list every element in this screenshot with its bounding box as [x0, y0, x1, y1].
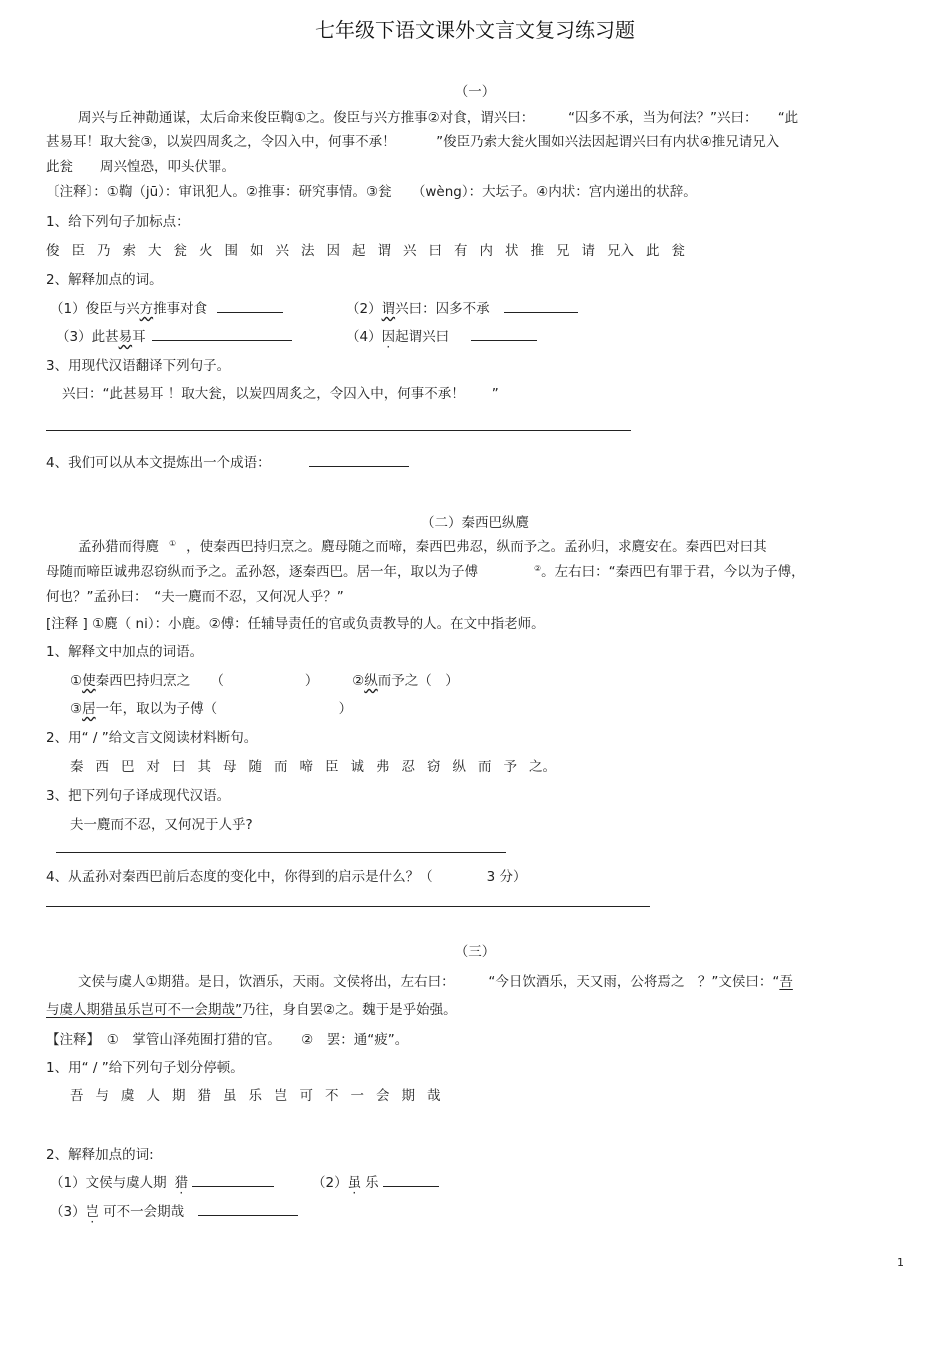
s2-q1-items-row-2: ③居一年，取以为子傅（ ）: [70, 701, 353, 717]
s2-seq-char: 母: [223, 759, 237, 775]
keyword-ju: 居: [82, 701, 96, 717]
s2-passage-line-1: 孟孙猎而得麑 ① ，使秦西巴持归烹之。麑母随之而啼，秦西巴弗忍，纵而予之。孟孙归，求麑安在。秦西巴对曰其: [78, 538, 767, 555]
s3-seq-char: 与: [95, 1088, 109, 1104]
s1-q3-answer-line[interactable]: [46, 430, 631, 431]
s2-seq-char: 臣: [325, 759, 339, 775]
s3-annotation: 【注释】 ① 掌管山泽苑囿打猎的官。 ② 罢：通“疲”。: [46, 1032, 409, 1048]
s2-q3-answer-line[interactable]: [56, 852, 506, 853]
s3-pause-division-sequence: [70, 1084, 453, 1104]
s1-seq-char: 俊: [46, 243, 60, 259]
page-title: 七年级下语文课外文言文复习练习题: [315, 18, 635, 42]
s2-seq-char: 随: [248, 759, 262, 775]
s2-passage-line-2: 母随而啼臣诚弗忍窃纵而予之。孟孙怒，逐秦西巴。居一年，取以为子傅 ②。左右曰：“秦西巴有罪于君，今以为子傅，: [46, 563, 805, 580]
s2-seq-char: 秦: [70, 759, 84, 775]
s1-punctuation-sequence: [46, 239, 697, 259]
s3-seq-char: 会: [376, 1088, 390, 1104]
s1-question-2: 2、解释加点的词。: [46, 272, 163, 288]
s1-seq-char: 推: [530, 243, 544, 259]
s1-seq-char: 有: [454, 243, 468, 259]
s2-seq-char: 而: [274, 759, 288, 775]
s1-seq-char: 臣: [71, 243, 85, 259]
s2-seq-char: 之。: [529, 759, 556, 775]
keyword-wei: 谓: [381, 301, 396, 317]
s2-seq-char: 啼: [299, 759, 313, 775]
s3-seq-char: 岂: [274, 1088, 288, 1104]
s1-seq-char: 谓: [377, 243, 391, 259]
s1-seq-char: 大: [148, 243, 162, 259]
s3-q2-item-3: （3）岂 可不一会期哉: [50, 1200, 298, 1220]
s1-passage-line-1: 周兴与丘神勣通谋，太后命来俊臣鞫①之。俊臣与兴方推事②对食，谓兴曰： “囚多不承，当为何法？”兴曰： “此: [78, 110, 799, 126]
s1-seq-char: 曰: [428, 243, 442, 259]
s3-seq-char: 人: [146, 1088, 160, 1104]
s2-seq-char: 予: [503, 759, 517, 775]
s3-seq-char: 期: [401, 1088, 415, 1104]
s2-seq-char: 弗: [376, 759, 390, 775]
s1-question-1: 1、给下列句子加标点：: [46, 214, 190, 230]
section-2-heading: （二）秦西巴纵麑: [421, 515, 529, 531]
s2-seq-char: 诚: [350, 759, 364, 775]
s1-seq-char: 瓮: [671, 243, 685, 259]
s1-q2-item-1: （1）俊臣与兴方推事对食: [50, 297, 283, 317]
s1-seq-char: 法: [301, 243, 315, 259]
s1-q2-item-3: （3）此甚易耳: [56, 325, 292, 345]
answer-blank[interactable]: [504, 299, 578, 313]
s1-q2-item-4: （4）因起谓兴曰: [346, 325, 537, 345]
s1-seq-char: 起: [352, 243, 366, 259]
s2-seq-char: 纵: [452, 759, 466, 775]
s3-question-1: 1、用“ / ”给下列句子划分停顿。: [46, 1060, 244, 1076]
s1-question-3: 3、用现代汉语翻译下列句子。: [46, 358, 231, 374]
answer-blank[interactable]: [471, 327, 537, 341]
answer-blank[interactable]: [309, 453, 409, 467]
answer-blank[interactable]: [198, 1202, 298, 1216]
s3-q2-item-2: （2）虽 乐: [312, 1171, 439, 1191]
s2-annotation: [注释 ] ①麑（ ni）：小鹿。②傅：任辅导责任的官或负责教导的人。在文中指老师。: [46, 616, 545, 632]
s2-question-3: 3、把下列句子译成现代汉语。: [46, 788, 231, 804]
s3-seq-char: 吾: [70, 1088, 84, 1104]
s1-seq-char: 兴: [275, 243, 289, 259]
s3-seq-char: 哉: [427, 1088, 441, 1104]
s1-q2-item-2: （2）谓兴曰：囚多不承: [346, 297, 578, 317]
s2-q1-items-row-1: ①使秦西巴持归烹之 （ ） ②纵而予之（ ）: [70, 673, 459, 689]
s3-seq-char: 虽: [223, 1088, 237, 1104]
keyword-yin: 因: [381, 329, 396, 345]
s1-seq-char: 兄: [556, 243, 570, 259]
s2-seq-char: 巴: [121, 759, 135, 775]
s3-seq-char: 猎: [197, 1088, 211, 1104]
section-3-heading: （三）: [454, 944, 496, 960]
s3-question-2: 2、解释加点的词:: [46, 1147, 154, 1163]
s2-question-1: 1、解释文中加点的词语。: [46, 644, 204, 660]
s1-passage-line-3: 此瓮 周兴惶恐，叩头伏罪。: [46, 159, 235, 175]
keyword-qi: 岂: [85, 1204, 100, 1220]
s3-seq-char: 可: [299, 1088, 313, 1104]
answer-blank[interactable]: [217, 299, 283, 313]
section-1-heading: （一）: [454, 84, 496, 100]
page-number: 1: [897, 1256, 904, 1269]
s3-passage-line-1: 文侯与虞人①期猎。是日，饮酒乐，天雨。文侯将出，左右曰： “今日饮酒乐，天又雨，公将焉之 ？”文侯曰：“吾: [78, 974, 793, 990]
s1-seq-char: 索: [122, 243, 136, 259]
keyword-yi: 易: [118, 329, 133, 345]
s1-seq-char: 乃: [97, 243, 111, 259]
s2-seq-char: 窃: [427, 759, 441, 775]
s1-seq-char: 如: [250, 243, 264, 259]
s2-passage-line-3: 何也？”孟孙曰： “夫一麑而不忍，又何况人乎？”: [46, 589, 344, 605]
s2-q4-answer-line[interactable]: [46, 906, 650, 907]
s1-annotation: 〔注释〕：①鞫（jū）：审讯犯人。②推事：研究事情。③瓮 （wèng）：大坛子。④内状：宫内递出的状辞。: [46, 184, 697, 200]
answer-blank[interactable]: [383, 1173, 439, 1187]
s3-passage-line-2: 与虞人期猎虽乐岂可不一会期哉”乃往，身自罢②之。魏于是乎始强。: [46, 1002, 457, 1018]
s1-seq-char: 内: [479, 243, 493, 259]
s2-seq-char: 西: [95, 759, 109, 775]
answer-blank[interactable]: [152, 327, 292, 341]
s2-question-4: 4、从孟孙对秦西巴前后态度的变化中，你得到的启示是什么？（ 3 分）: [46, 869, 527, 885]
s1-seq-char: 围: [224, 243, 238, 259]
s1-passage-line-2: 甚易耳！取大瓮③，以炭四周炙之，令囚入中，何事不承！ ”俊臣乃索大瓮火围如兴法因起谓兴曰有内状④推兄请兄入: [46, 134, 780, 150]
keyword-lie: 猎: [174, 1175, 189, 1191]
s2-q3-sentence: 夫一麑而不忍，又何况于人乎?: [70, 817, 253, 833]
s1-seq-char: 兄入: [607, 243, 634, 259]
s2-seq-char: 其: [197, 759, 211, 775]
s1-seq-char: 兴: [403, 243, 417, 259]
s1-seq-char: 状: [505, 243, 519, 259]
s2-seq-char: 而: [478, 759, 492, 775]
s2-sentence-division-sequence: [70, 755, 568, 775]
s2-seq-char: 曰: [172, 759, 186, 775]
answer-blank[interactable]: [192, 1173, 274, 1187]
s2-seq-char: 忍: [401, 759, 415, 775]
s3-seq-char: 期: [172, 1088, 186, 1104]
s2-seq-char: 对: [146, 759, 160, 775]
s3-seq-char: 虞: [121, 1088, 135, 1104]
keyword-zong: 纵: [364, 673, 378, 689]
keyword-sui: 虽: [347, 1175, 362, 1191]
s1-seq-char: 瓮: [173, 243, 187, 259]
s3-seq-char: 乐: [248, 1088, 262, 1104]
s1-seq-char: 此: [646, 243, 660, 259]
s3-seq-char: 一: [350, 1088, 364, 1104]
keyword-shi: 使: [82, 673, 96, 689]
s1-seq-char: 火: [199, 243, 213, 259]
s1-q3-sentence: 兴曰：“此甚易耳 ！取大瓮，以炭四周炙之，令囚入中，何事不承！ ”: [62, 386, 499, 402]
s2-question-2: 2、用“ / ”给文言文阅读材料断句。: [46, 730, 258, 746]
s1-question-4: 4、我们可以从本文提炼出一个成语：: [46, 451, 409, 471]
s3-seq-char: 不: [325, 1088, 339, 1104]
keyword-fang: 方: [139, 301, 154, 317]
s1-seq-char: 请: [581, 243, 595, 259]
s3-q2-item-1: （1）文侯与虞人期 猎: [50, 1171, 274, 1191]
s1-seq-char: 因: [326, 243, 340, 259]
